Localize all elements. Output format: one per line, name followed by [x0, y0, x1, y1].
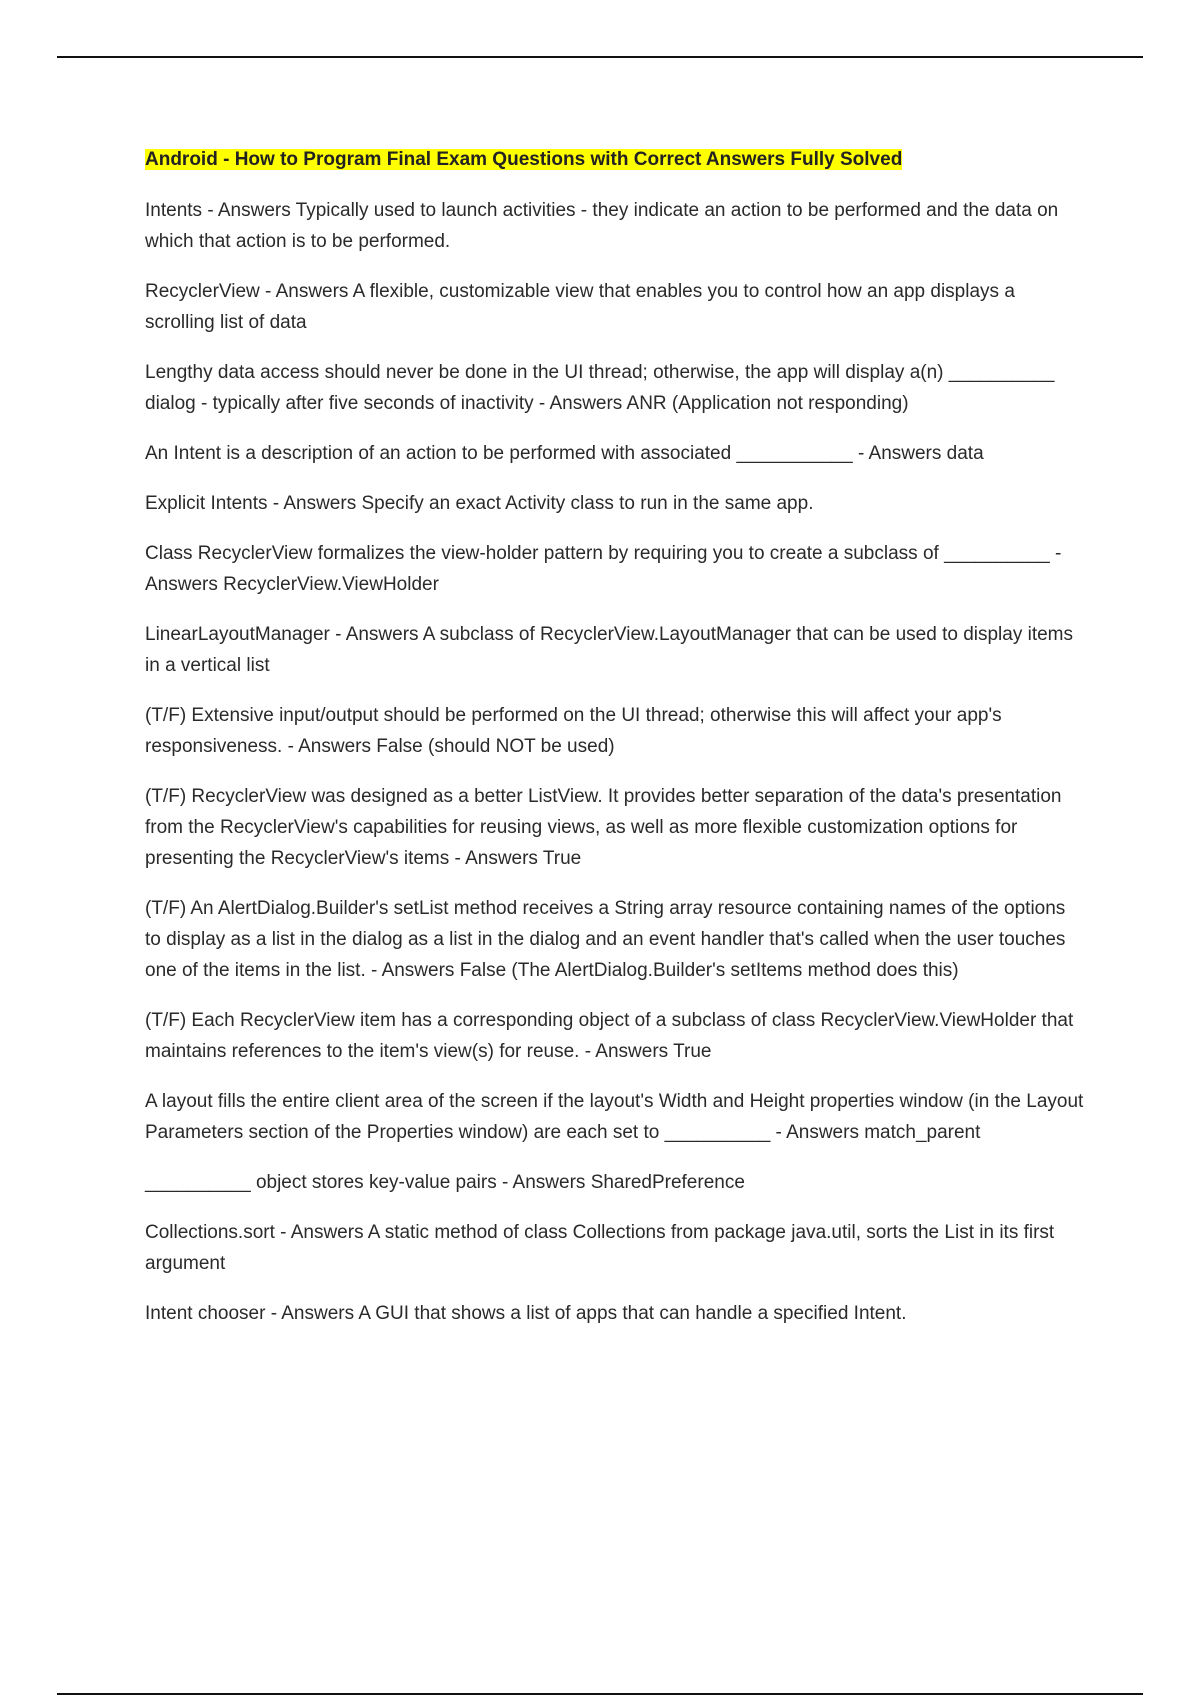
document-title-text: Android - How to Program Final Exam Questions with Correct Answers Fully Solved	[145, 149, 903, 170]
qa-paragraph: (T/F) Extensive input/output should be performed on the UI thread; otherwise this will affect your app's responsiveness. - Answers False (should NOT be used)	[145, 705, 1002, 757]
header-rule	[57, 56, 1143, 58]
qa-paragraph: LinearLayoutManager - Answers A subclass of RecyclerView.LayoutManager that can be used to display items in a vertical list	[145, 624, 1074, 676]
qa-paragraph: (T/F) An AlertDialog.Builder's setList method receives a String array resource containing names of the options to display as a list in the dialog as a list in the dialog and an event handler that's called when the user touches one of the items in the list. - Answers False (The AlertDialog.Builder's setItems method does this)	[145, 898, 1066, 981]
qa-paragraph: RecyclerView - Answers A flexible, customizable view that enables you to control how an app displays a scrolling list of data	[145, 281, 1015, 333]
qa-paragraph: (T/F) Each RecyclerView item has a corresponding object of a subclass of class RecyclerView.ViewHolder that maintains references to the item's view(s) for reuse. - Answers True	[145, 1010, 1074, 1062]
qa-paragraph: Collections.sort - Answers A static method of class Collections from package java.util, sorts the List in its first argument	[145, 1222, 1055, 1274]
qa-paragraph: (T/F) RecyclerView was designed as a better ListView. It provides better separation of the data's presentation from the RecyclerView's capabilities for reusing views, as well as more flexible customization options for presenting the RecyclerView's items - Answers True	[145, 786, 1062, 869]
qa-paragraph: __________ object stores key-value pairs - Answers SharedPreference	[145, 1172, 745, 1193]
footer-rule	[57, 1693, 1143, 1695]
document-title	[145, 145, 1085, 175]
qa-paragraph: Lengthy data access should never be done in the UI thread; otherwise, the app will display a(n) __________ dialog - typically after five seconds of inactivity - Answers ANR (Application not responding)	[145, 362, 1055, 414]
qa-paragraph: Explicit Intents - Answers Specify an exact Activity class to run in the same app.	[145, 493, 814, 514]
document-body	[145, 145, 1085, 1348]
qa-paragraph: Class RecyclerView formalizes the view-holder pattern by requiring you to create a subclass of __________ - Answers RecyclerView.ViewHolder	[145, 543, 1062, 595]
qa-paragraph: Intents - Answers Typically used to launch activities - they indicate an action to be performed and the data on which that action is to be performed.	[145, 200, 1059, 252]
qa-paragraph: A layout fills the entire client area of the screen if the layout's Width and Height properties window (in the Layout Parameters section of the Properties window) are each set to __________ - Answers match_parent	[145, 1091, 1084, 1143]
qa-paragraph: Intent chooser - Answers A GUI that shows a list of apps that can handle a specified Intent.	[145, 1303, 907, 1324]
qa-paragraph: An Intent is a description of an action to be performed with associated ___________ - Answers data	[145, 443, 984, 464]
